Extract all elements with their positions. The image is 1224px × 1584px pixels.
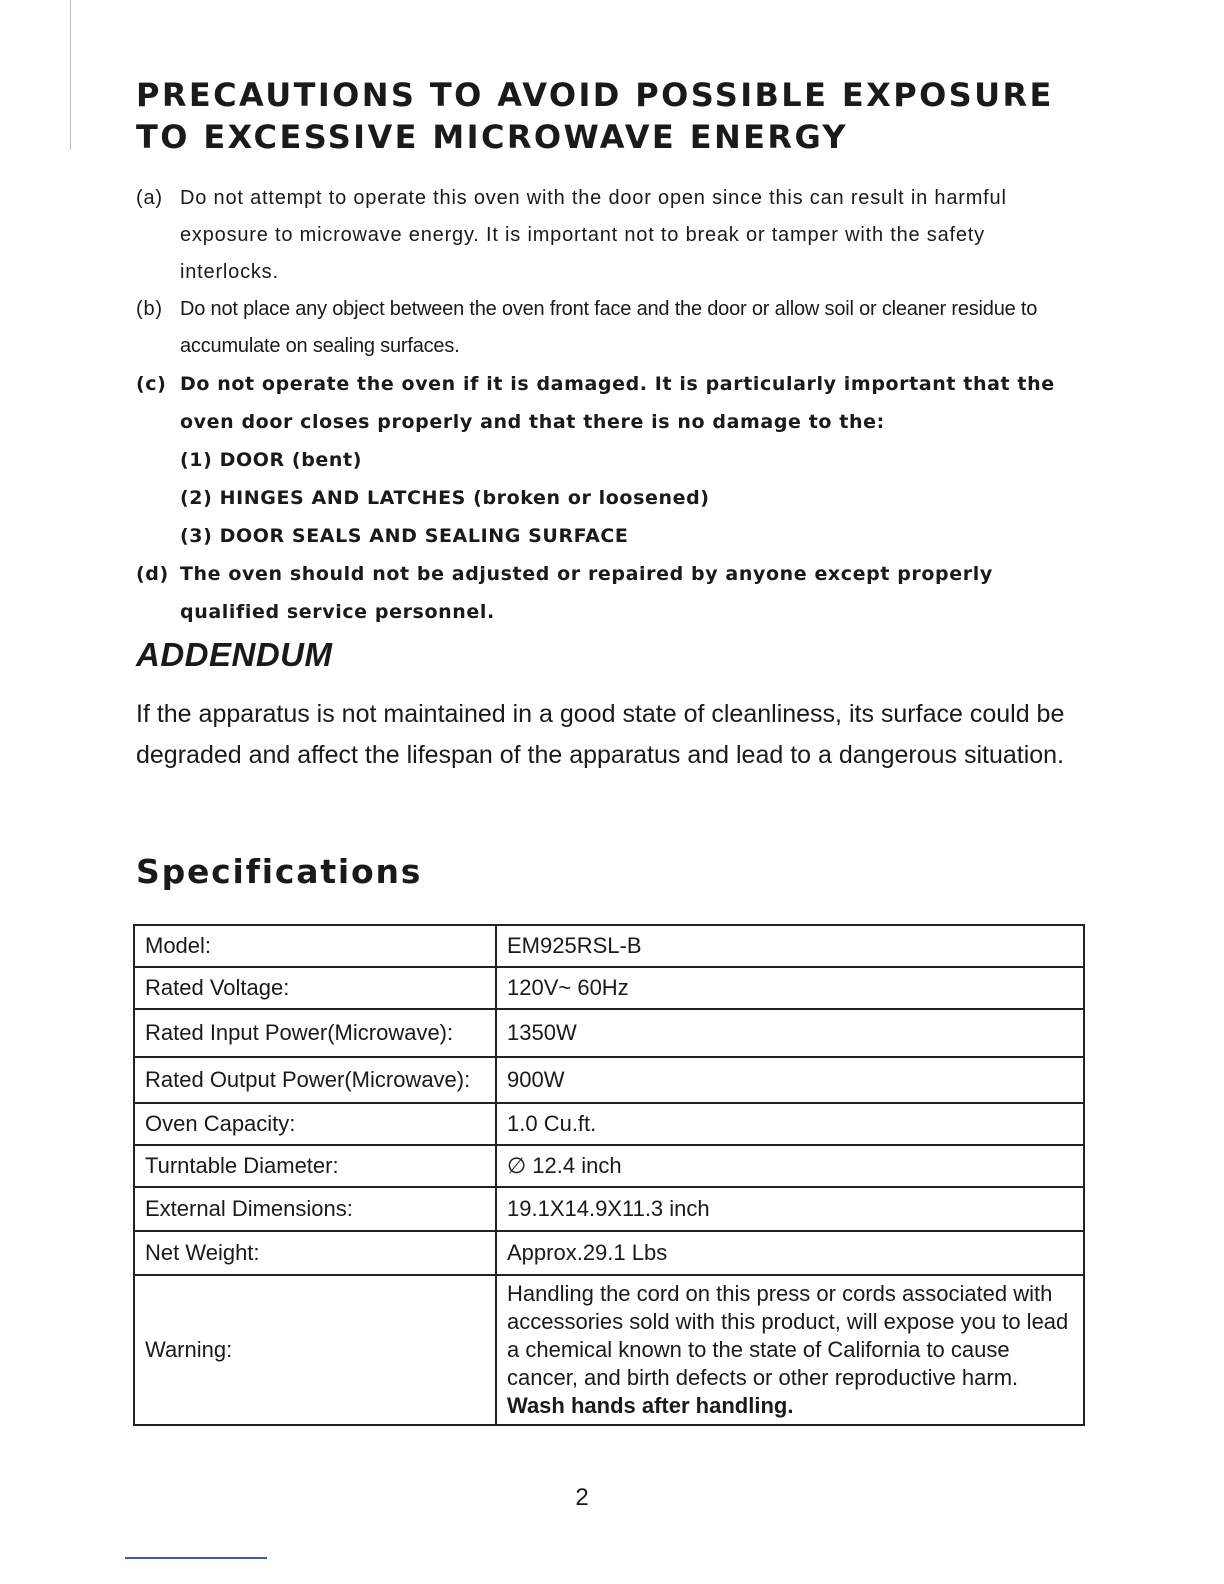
- precaution-text: Do not place any object between the oven front face and the door or allow soil or cleaner residue to accumulate on sealing surfaces.: [180, 298, 1038, 357]
- damage-item-door: (1) DOOR (bent): [180, 449, 362, 471]
- spec-key: Oven Capacity:: [134, 1103, 496, 1145]
- spec-row-input-power: [134, 1009, 1084, 1057]
- spec-row-warning: [134, 1275, 1084, 1425]
- spec-row-capacity: [134, 1103, 1084, 1145]
- page-title: [136, 74, 1116, 158]
- spec-row-dimensions: [134, 1187, 1084, 1231]
- addendum-heading: ADDENDUM: [136, 636, 333, 673]
- addendum-text: If the apparatus is not maintained in a good state of cleanliness, its surface could be degraded and affect the lifespan of the apparatus and lead to a dangerous situation.: [136, 700, 1065, 769]
- precaution-label: (a): [136, 187, 163, 209]
- precaution-body: [180, 365, 1086, 555]
- warning-body: Handling the cord on this press or cords associated with accessories sold with this product, will expose you to lead a chemical known to the state of California to cause cancer, and birth defects or other reproductive harm.: [507, 1281, 1069, 1390]
- precaution-text: Do not attempt to operate this oven with the door open since this can result in harmful exposure to microwave energy. It is important not to break or tamper with the safety interlocks.: [180, 187, 1007, 283]
- spec-value: 1350W: [496, 1009, 1084, 1057]
- precaution-label: (d): [136, 563, 169, 585]
- precaution-text: The oven should not be adjusted or repaired by anyone except properly qualified service personnel.: [180, 563, 993, 623]
- spec-row-voltage: [134, 967, 1084, 1009]
- warning-text: [507, 1276, 1073, 1424]
- spec-key: Net Weight:: [134, 1231, 496, 1275]
- precaution-d: [136, 555, 1086, 631]
- page-number: 2: [575, 1484, 589, 1511]
- spec-row-model: [134, 925, 1084, 967]
- title-line-1: PRECAUTIONS TO AVOID POSSIBLE EXPOSURE: [136, 76, 1054, 114]
- precautions-list: [136, 180, 1086, 631]
- specifications-table: [133, 924, 1085, 1426]
- specifications-heading: Specifications: [136, 852, 423, 891]
- warning-emphasis: Wash hands after handling.: [507, 1393, 794, 1418]
- damage-item-seals: (3) DOOR SEALS AND SEALING SURFACE: [180, 525, 629, 547]
- spec-key: Warning:: [134, 1275, 496, 1425]
- title-line-2: TO EXCESSIVE MICROWAVE ENERGY: [136, 118, 849, 156]
- spec-value: Approx.29.1 Lbs: [496, 1231, 1084, 1275]
- spec-value: 900W: [496, 1057, 1084, 1103]
- spec-value: EM925RSL-B: [496, 925, 1084, 967]
- spec-value: ∅ 12.4 inch: [496, 1145, 1084, 1187]
- precaution-text: Do not operate the oven if it is damaged. It is particularly important that the oven door closes properly and that there is no damage to the:: [180, 373, 1055, 433]
- damage-item-hinges: (2) HINGES AND LATCHES (broken or loosened): [180, 487, 710, 509]
- spec-value: [496, 1275, 1084, 1425]
- spec-row-weight: [134, 1231, 1084, 1275]
- spec-key: Rated Output Power(Microwave):: [134, 1057, 496, 1103]
- spec-value: 120V~ 60Hz: [496, 967, 1084, 1009]
- precaution-a: [136, 180, 1086, 291]
- precaution-b: [136, 291, 1086, 365]
- spec-key: External Dimensions:: [134, 1187, 496, 1231]
- spec-key: Rated Input Power(Microwave):: [134, 1009, 496, 1057]
- spec-key: Rated Voltage:: [134, 967, 496, 1009]
- precaution-label: (b): [136, 298, 163, 320]
- spec-key: Model:: [134, 925, 496, 967]
- scan-edge-mark: [125, 1557, 267, 1559]
- spec-row-turntable: [134, 1145, 1084, 1187]
- precaution-c: [136, 365, 1086, 555]
- spec-row-output-power: [134, 1057, 1084, 1103]
- spec-key: Turntable Diameter:: [134, 1145, 496, 1187]
- spec-value: 19.1X14.9X11.3 inch: [496, 1187, 1084, 1231]
- spec-value: 1.0 Cu.ft.: [496, 1103, 1084, 1145]
- scan-edge-line: [70, 0, 71, 150]
- precaution-label: (c): [136, 373, 167, 395]
